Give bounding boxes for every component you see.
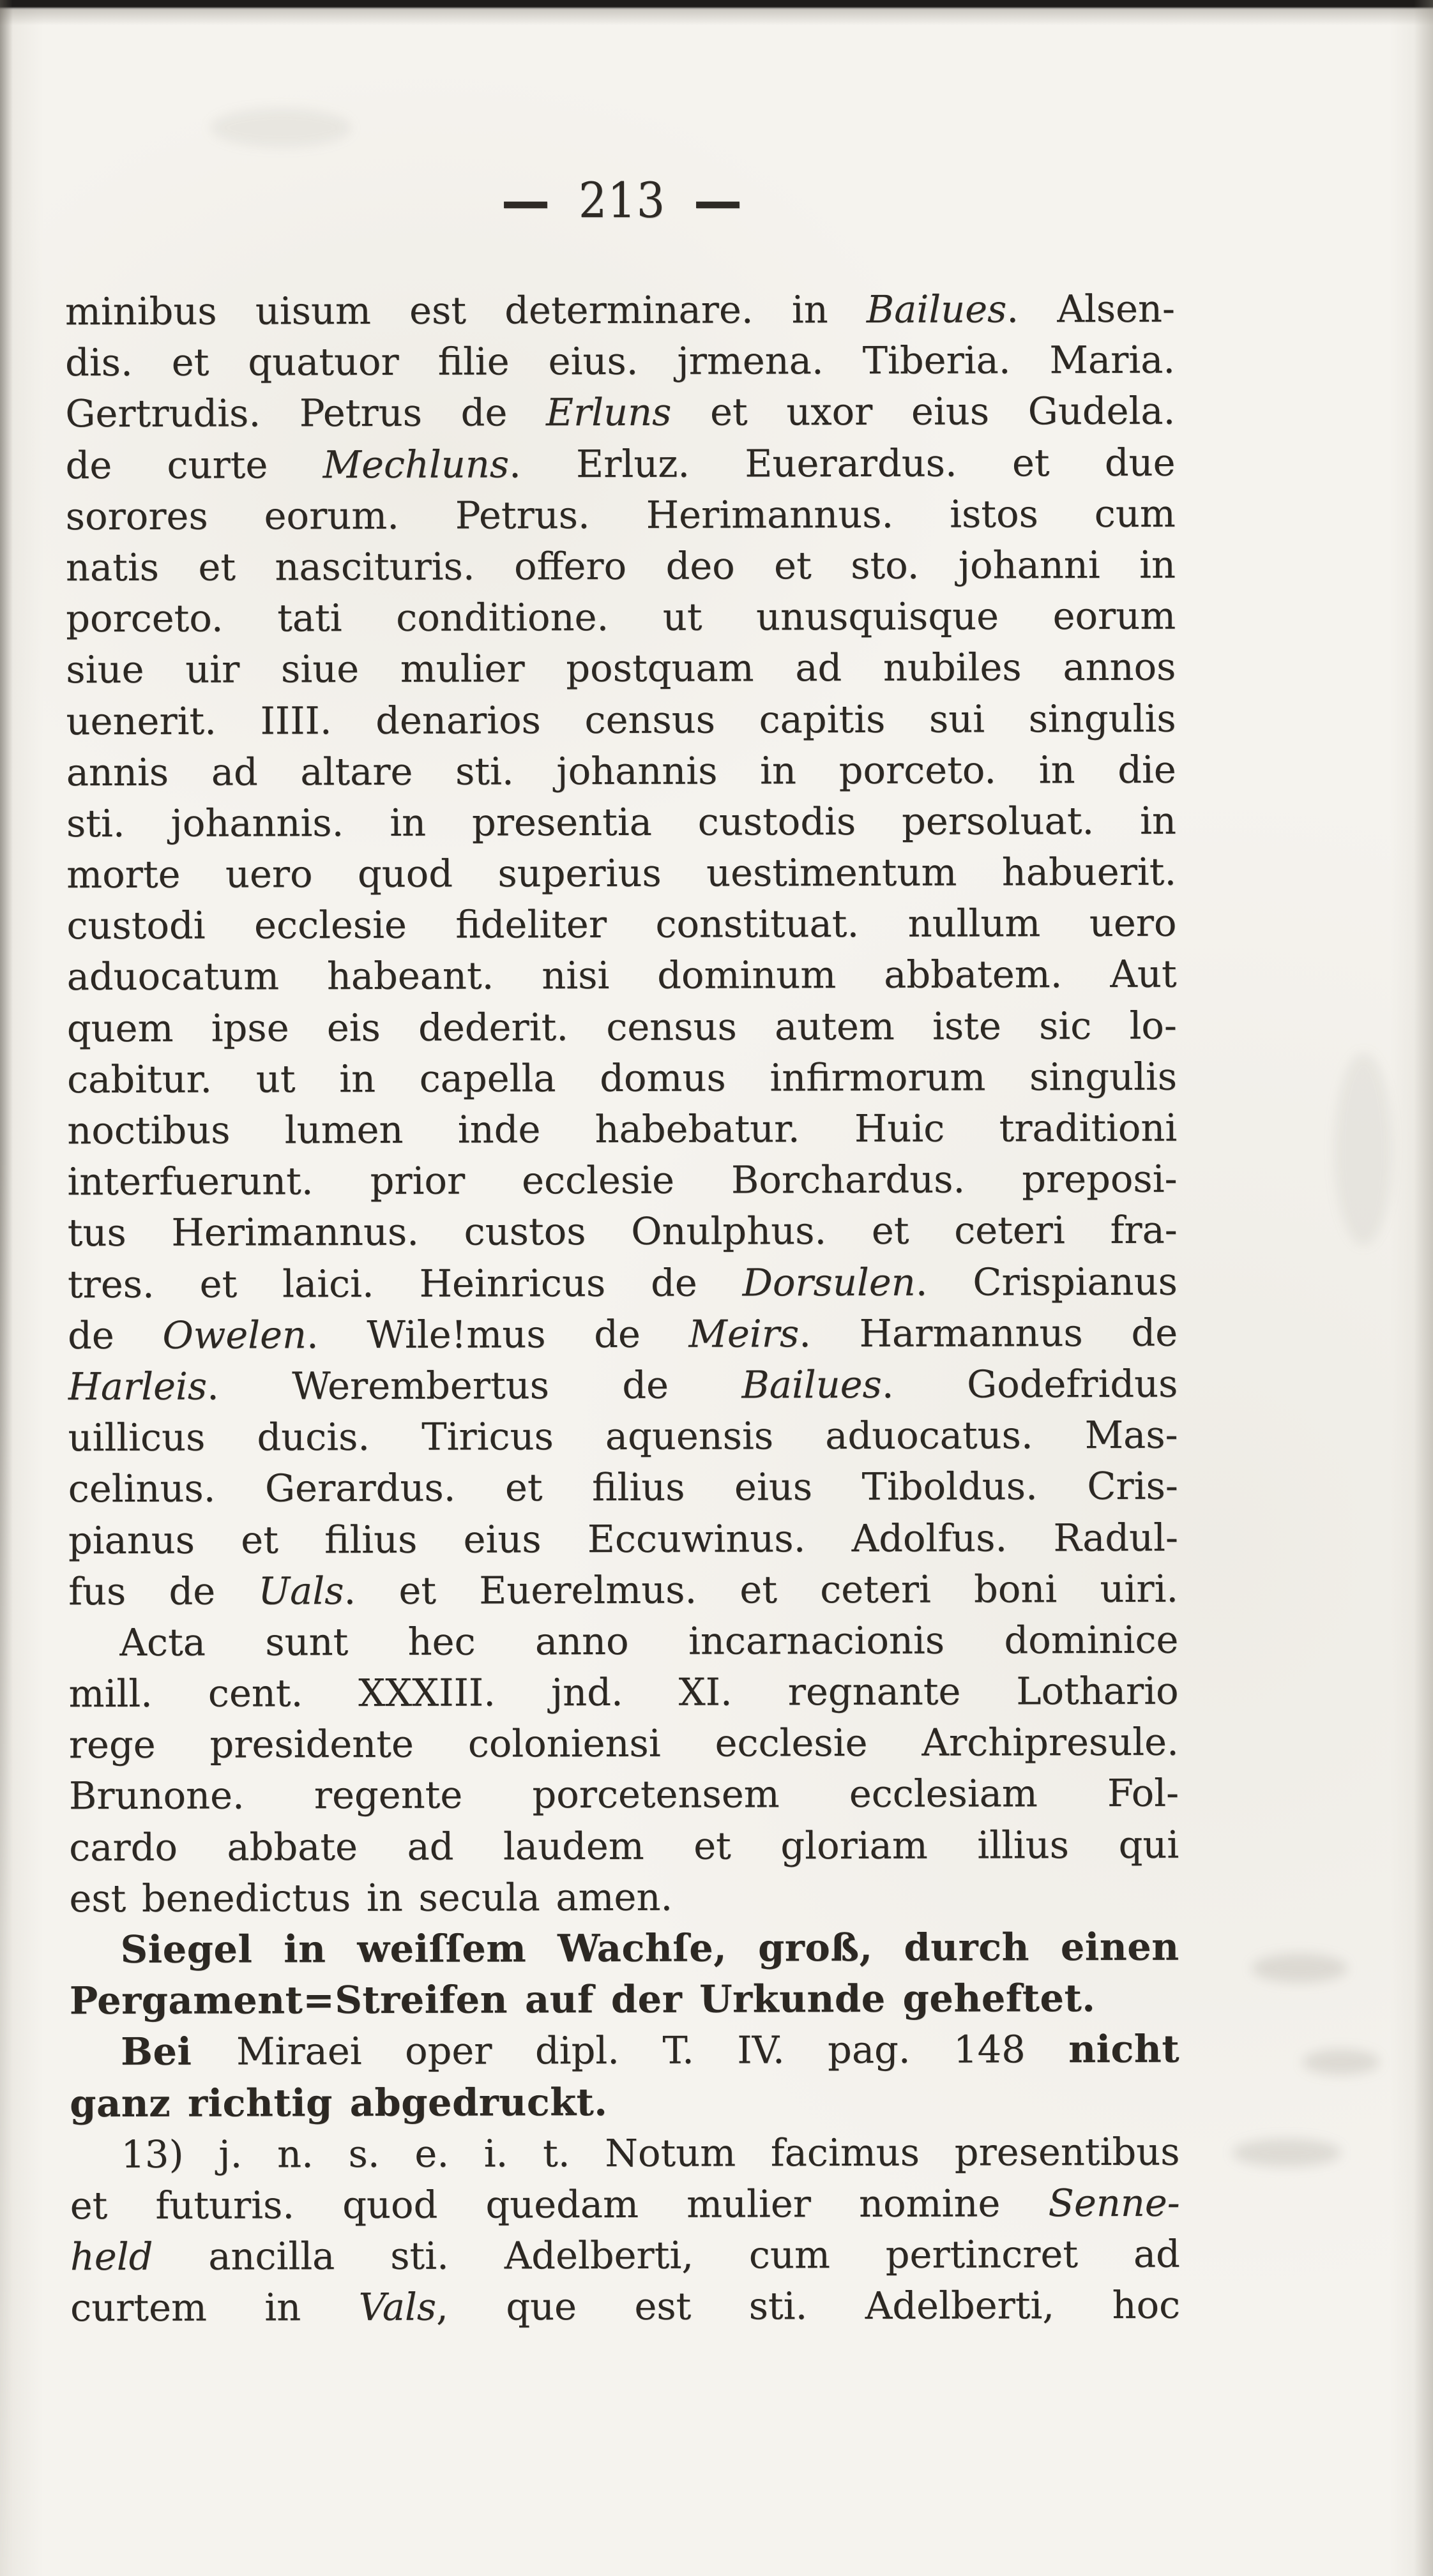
text-line <box>66 795 1176 850</box>
text-segment: de curte <box>65 442 323 487</box>
text-segment: curtem in <box>70 2285 359 2330</box>
text-segment: . Alsen- <box>1006 286 1175 331</box>
text-line <box>66 488 1176 542</box>
text-segment: pianus et filius eius Eccuwinus. Adolfus. Radul- <box>68 1515 1179 1562</box>
text-segment: . et Euerelmus. et ceteri boni uiri. <box>344 1566 1179 1613</box>
text-segment: cardo abbate ad laudem et gloriam illius qui <box>69 1822 1179 1869</box>
text-line <box>70 2126 1179 2180</box>
text-segment: de <box>68 1313 163 1358</box>
page-number-header <box>0 167 1338 233</box>
text-line <box>66 898 1176 952</box>
text-line <box>67 1051 1177 1106</box>
text-segment: et futuris. quod quedam mulier nomine <box>70 2181 1049 2228</box>
text-line <box>68 1359 1178 1413</box>
left-edge-shadow <box>0 0 13 2576</box>
text-line <box>68 1256 1178 1310</box>
text-segment: custodi ecclesie fideliter constituat. nullum uero <box>66 900 1177 948</box>
text-segment: . Harmannus de <box>799 1310 1178 1356</box>
text-segment: Pergament=Streifen auf der Urkunde geheftet. <box>69 1976 1096 2023</box>
text-segment: Meirs <box>688 1311 800 1356</box>
top-edge-fade <box>0 9 1433 26</box>
text-segment: uillicus ducis. Tiricus aquensis aduocatus. Mas- <box>68 1412 1178 1460</box>
text-segment: Mechluns <box>322 442 510 486</box>
text-segment: . Crispianus <box>915 1259 1178 1304</box>
text-line <box>66 693 1176 747</box>
text-segment: 13) j. n. s. e. i. t. Notum facimus presentibus <box>121 2129 1180 2176</box>
text-segment: tres. et laici. Heinricus de <box>67 1260 743 1306</box>
text-line <box>68 1512 1178 1566</box>
text-segment: mill. cent. XXXIII. jnd. XI. regnante Lothario <box>68 1668 1179 1716</box>
text-line <box>67 1103 1177 1157</box>
text-segment: Acta sunt hec anno incarnacionis dominice <box>119 1617 1179 1664</box>
text-segment: aduocatum habeant. nisi dominum abbatem. Aut <box>66 952 1177 999</box>
text-segment: . Werembertus de <box>206 1362 742 1408</box>
text-line <box>67 949 1177 1003</box>
text-segment: cabitur. ut in capella domus infirmorum singulis <box>66 1054 1178 1102</box>
text-segment: annis ad altare sti. johannis in porceto. in die <box>66 747 1176 794</box>
text-segment: fus de <box>68 1569 259 1613</box>
text-line <box>66 539 1176 594</box>
text-segment: nicht <box>1068 2027 1180 2072</box>
text-segment: , que est sti. Adelberti, hoc <box>436 2283 1181 2330</box>
text-line <box>65 437 1175 491</box>
text-segment: Harleis <box>68 1364 208 1409</box>
text-segment: celinus. Gerardus. et filius eius Tiboldus. Cris- <box>68 1464 1178 1511</box>
top-edge-shadow <box>0 0 1433 10</box>
text-segment: Senne- <box>1048 2180 1180 2226</box>
text-segment: natis et nascituris. offero deo et sto. johanni in <box>65 542 1176 590</box>
page-number: 213 <box>578 172 666 229</box>
text-segment: ancilla sti. Adelberti, cum pertincret ad <box>153 2231 1180 2279</box>
text-line <box>68 1615 1178 1669</box>
text-segment: . Wile!mus de <box>306 1311 689 1357</box>
text-line <box>68 1307 1178 1361</box>
text-segment: quem ipse eis dederit. census autem iste sic lo- <box>66 1003 1177 1050</box>
text-line <box>69 1871 1179 1925</box>
text-segment: . Godefridus <box>881 1361 1178 1406</box>
text-line <box>65 386 1175 440</box>
text-line <box>66 847 1176 901</box>
text-segment: Gertrudis. Petrus de <box>65 390 547 436</box>
text-segment: porceto. tati conditione. ut unusquisque eorum <box>66 593 1176 641</box>
text-segment: Bailues <box>741 1362 882 1407</box>
text-line <box>68 1410 1178 1464</box>
text-segment: Bailues <box>866 287 1007 331</box>
text-line <box>66 591 1176 645</box>
text-segment: Siegel in weiſſem Wachſe, groß, durch einen <box>120 1924 1179 1972</box>
text-line <box>68 1666 1178 1720</box>
text-segment: noctibus lumen inde habebatur. Huic traditioni <box>67 1105 1178 1153</box>
text-line <box>66 744 1176 798</box>
text-segment: . Erluz. Euerardus. et due <box>509 440 1176 486</box>
text-segment: Brunone. regente porcetensem ecclesiam Fol- <box>68 1771 1179 1818</box>
text-line <box>67 1000 1177 1054</box>
text-segment: rege presidente coloniensi ecclesie Archipresule. <box>68 1719 1179 1767</box>
text-line <box>70 2178 1180 2232</box>
text-segment: sorores eorum. Petrus. Herimannus. istos cum <box>65 491 1176 539</box>
header-dash-right: — <box>694 167 743 233</box>
text-segment: held <box>70 2234 153 2279</box>
text-line <box>68 1563 1178 1617</box>
text-segment: Dorsulen <box>742 1260 916 1305</box>
text-line <box>70 2075 1179 2129</box>
text-line <box>70 2024 1179 2078</box>
text-segment: Erluns <box>545 390 672 435</box>
text-line <box>70 1922 1179 1976</box>
text-block <box>65 283 1180 2334</box>
right-edge-shadow <box>1414 0 1433 2576</box>
text-line <box>68 1205 1178 1259</box>
text-line <box>70 1973 1179 2027</box>
text-segment: morte uero quod superius uestimentum habuerit. <box>66 849 1177 897</box>
text-segment: Miraei oper dipl. T. IV. pag. 148 <box>236 2027 1069 2074</box>
text-line <box>65 335 1175 389</box>
text-segment: et uxor eius Gudela. <box>671 389 1176 435</box>
text-line <box>66 642 1176 696</box>
text-segment: Vals <box>358 2285 437 2330</box>
text-segment: dis. et quatuor filie eius. jrmena. Tiberia. Maria. <box>65 337 1176 385</box>
text-line <box>69 1819 1179 1873</box>
text-segment: interfuerunt. prior ecclesie Borchardus. preposi- <box>67 1156 1178 1204</box>
text-segment: ganz richtig abgedruckt. <box>70 2079 608 2125</box>
text-segment: Uals <box>258 1568 344 1613</box>
text-segment: tus Herimannus. custos Onulphus. et ceteri fra- <box>67 1208 1178 1255</box>
text-segment: Owelen <box>162 1313 307 1357</box>
text-segment: uenerit. IIII. denarios census capitis sui singulis <box>66 696 1176 743</box>
text-line <box>69 1717 1179 1771</box>
text-segment: siue uir siue mulier postquam ad nubiles annos <box>66 645 1176 692</box>
text-line <box>67 1154 1177 1208</box>
text-line <box>70 2280 1180 2334</box>
text-line <box>65 283 1175 338</box>
text-segment: Bei <box>120 2029 237 2074</box>
text-line <box>70 2229 1180 2283</box>
header-dash-left: — <box>501 167 550 233</box>
text-line <box>69 1768 1179 1822</box>
text-segment: sti. johannis. in presentia custodis persoluat. in <box>66 798 1177 846</box>
text-line <box>68 1461 1178 1515</box>
text-segment: minibus uisum est determinare. in <box>64 287 867 334</box>
text-segment: est benedictus in secula amen. <box>69 1874 673 1921</box>
